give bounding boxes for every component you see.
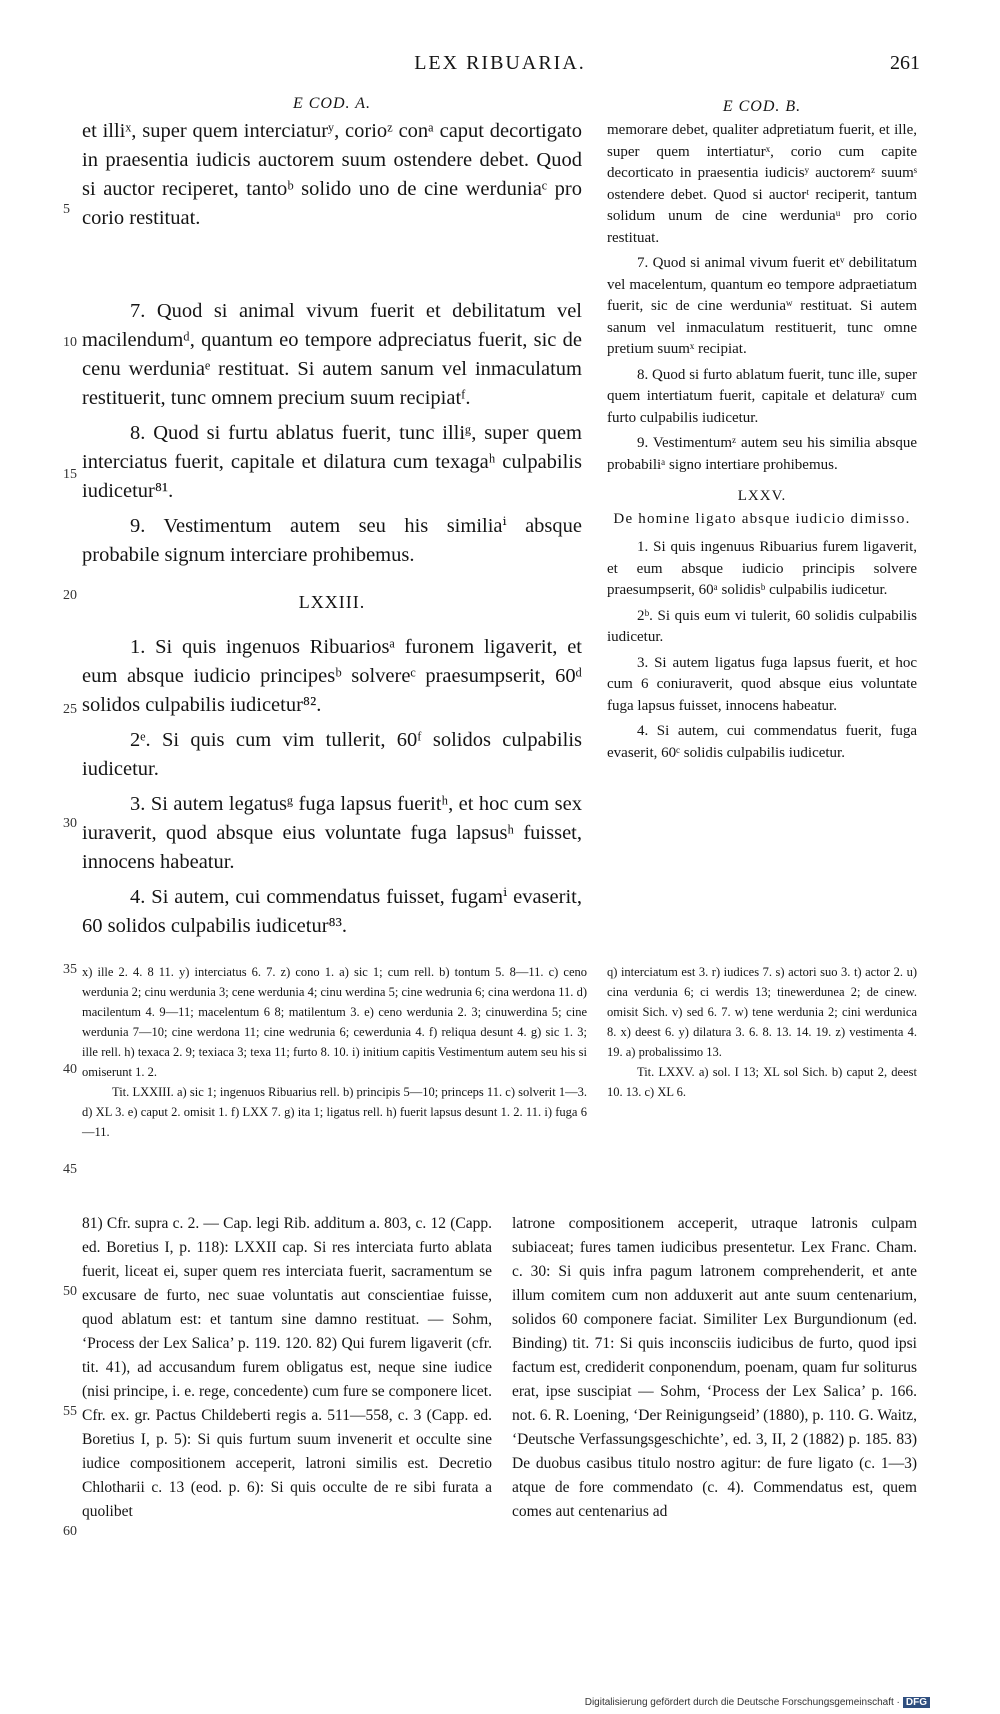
codex-a-para-3: 3. Si autem legatusᵍ fuga lapsus fueritʰ, et hoc cum sex iuraverit, quod absque eius voluntate fuga lapsusʰ fuisset, innocens habeatur. (82, 793, 582, 873)
codex-b-para-9: 9. Vestimentumᶻ autem seu his similia absque probabiliᵃ signo intertiare prohibemus. (607, 435, 917, 473)
commentary-right (512, 1212, 917, 1524)
codex-b-para-2: 2ᵇ. Si quis eum vi tulerit, 60 solidis culpabilis iudicetur. (607, 607, 917, 645)
codex-b-section-number: LXXV. (737, 488, 787, 504)
line-number: 5 (63, 202, 70, 217)
line-number: 40 (63, 1062, 77, 1077)
codex-a-section-number: LXXIII. (298, 592, 366, 612)
codex-a-para-4: 4. Si autem, cui commendatus fuisset, fugamⁱ evaserit, 60 solidos culpabilis iudicetur⁸³. (82, 886, 582, 937)
line-number: 25 (63, 702, 77, 717)
commentary-left (82, 1212, 492, 1524)
apparatus-codex-b (607, 962, 917, 1102)
line-number: 30 (63, 816, 77, 831)
codex-b-heading: E COD. B. (722, 98, 802, 115)
line-number: 20 (63, 588, 77, 603)
line-number: 35 (63, 962, 77, 977)
codex-b-para-8: 8. Quod si furto ablatum fuerit, tunc ille, super quem intertiatum fuerit, capitale et delaturaʸ cum furto culpabilis iudicetur. (607, 366, 917, 426)
digitization-credit (585, 1697, 930, 1708)
codex-b-para-3: 3. Si autem ligatus fuga lapsus fuerit, et hoc cum 6 coniuraverit, quod absque eius voluntate fuga lapsus fuisset, innocens habeatur. (607, 654, 917, 714)
commentary-right-text: latrone compositionem acceperit, utraque latronis culpam subiaceat; fures tamen iudicibus presentetur. Lex Franc. Cham. c. 30: Si quis infra pagum latronem comprehenderit, et ante illum comitem cum non adduxerit aut ante suum centenarium, solidos 60 componere faciat. Similiter Lex Burgundionum (ed. Binding) tit. 71: Si quis inconsciis iudicibus de furto, quod ipsi factum est, crediderit conponendum, poenam, quam fur soliturus erat, ipse suscipiat — Sohm, ‘Process der Lex Salica’ p. 166. not. 6. R. Loening, ‘Der Reinigungseid’ (1880), p. 110. G. Waitz, ‘Deutsche Verfassungsgeschichte’, ed. 3, II, 2 (1882) p. 185. 83) De duobus casibus titulo nostro agitur: de fure ligato (c. 1—3) atque de fore commendato (c. 4). Commendatus est, quem comes aut centenarius ad (512, 1215, 917, 1520)
line-number: 15 (63, 467, 77, 482)
apparatus-b-notes: q) interciatum est 3. r) iudices 7. s) actori suo 3. t) actor 2. u) cina verdunia 6; ci werdis 13; tinewerdunea 2; de cinew. omisit Sich. v) sed 6. 7. w) tene werdunia 2; cini werdunica 8. x) deest 6. y) dilatura 3. 6. 8. 13. 14. 19. z) vestimenta 4. 19. a) probalissimo 13. (607, 965, 917, 1059)
line-number: 45 (63, 1162, 77, 1177)
codex-b-intro: memorare debet, qualiter adpretiatum fuerit, et ille, super quem intertiaturˣ, corio cum capite decorticato in praesentia iudicisʸ auctoremᶻ suumˢ ostendere debet. Quod si auctorᵗ reciperit, tantum solidum unum de cine werduniaᵘ pro corio restituat. (607, 122, 917, 246)
codex-b-column (607, 98, 917, 768)
codex-a-para-2: 2ᵉ. Si quis cum vim tullerit, 60ᶠ solidos culpabilis iudicetur. (82, 729, 582, 780)
running-title: LEX RIBUARIA. (414, 52, 586, 74)
line-number: 55 (63, 1404, 77, 1419)
credit-text: Digitalisierung gefördert durch die Deutsche Forschungsgemeinschaft · (584, 1697, 900, 1708)
codex-a-para-9: 9. Vestimentum autem seu his similiaⁱ absque probabile signum interciare prohibemus. (82, 515, 582, 566)
apparatus-a-title-notes: Tit. LXXIII. a) sic 1; ingenuos Ribuarius rell. b) principis 5—10; princeps 11. c) solverit 1—3. d) XL 3. e) caput 2. omisit 1. f) LXX 7. g) ita 1; ligatus rell. h) fuerit lapsus desunt 1. 2. 11. i) fuga 6—11. (82, 1085, 587, 1139)
codex-b-para-1: 1. Si quis ingenuus Ribuarius furem ligaverit, et eum absque iudicio principis solvere praesumpserit, 60ᵃ solidisᵇ culpabilis iudicetur. (607, 539, 917, 598)
line-number: 10 (63, 335, 77, 350)
commentary-left-text: 81) Cfr. supra c. 2. — Cap. legi Rib. additum a. 803, c. 12 (Capp. ed. Boretius I, p. 118): LXXII cap. Si res interciata furto ablata fuerit, liceat ei, super quem res interciata fuerit, sacramentum se excusare de furto, nec suae voluntatis aut conscientiae fuisse, quod ablatum est: et tantum sine damno restituat. — Sohm, ‘Process der Lex Salica’ p. 119. 120. 82) Qui furem ligaverit (cfr. tit. 41), ad accusandum furem obligatus est, neque sine iudice (nisi principe, i. e. rege, concedente) cum fure se componere licet. Cfr. ex. gr. Pactus Childeberti regis a. 511—558, c. 3 (Capp. ed. Boretius I, p. 5): Si quis furtum suum invenerit et occulte sine iudice compositionem acceperit, latroni similis est. Decretio Chlotharii c. 13 (eod. p. 6): Si quis occulte de re sibi furata a quolibet (82, 1215, 492, 1520)
line-number: 60 (63, 1524, 77, 1539)
running-head (0, 52, 1000, 82)
codex-a-intro: et illiˣ, super quem interciaturʸ, corioᶻ conᵃ caput decortigato in praesentia iudicis auctorem suum ostendere debet. Quod si auctor reciperet, tantoᵇ solido uno de cine werduniaᶜ pro corio restituat. (82, 120, 582, 229)
codex-b-para-4: 4. Si autem, cui commendatus fuerit, fuga evaserit, 60ᶜ solidis culpabilis iudicetur. (607, 723, 917, 761)
codex-a-para-1: 1. Si quis ingenuos Ribuariosᵃ furonem ligaverit, et eum absque iudicio principesᵇ solvereᶜ praesumpserit, 60ᵈ solidos culpabilis iudicetur⁸². (82, 636, 582, 716)
codex-a-para-8: 8. Quod si furtu ablatus fuerit, tunc illiᵍ, super quem interciatus fuerit, capitale et dilatura cum texagaʰ culpabilis iudicetur⁸¹. (82, 422, 582, 502)
line-number: 50 (63, 1284, 77, 1299)
page-number: 261 (890, 52, 920, 74)
codex-a-column (82, 95, 582, 947)
apparatus-codex-a (82, 962, 587, 1142)
apparatus-b-title-notes: Tit. LXXV. a) sol. I 13; XL sol Sich. b) caput 2, deest 10. 13. c) XL 6. (607, 1065, 917, 1099)
codex-b-rubric: De homine ligato absque iudicio dimisso. (613, 511, 911, 527)
codex-a-para-7: 7. Quod si animal vivum fuerit et debilitatum vel macilendumᵈ, quantum eo tempore adpreciatus fuerit, sic de cenu werduniaᵉ restituat. Si autem sanum vel inmaculatum restituerit, tunc omnem precium suum recipiatᶠ. (82, 300, 582, 409)
dfg-logo: DFG (903, 1697, 930, 1708)
codex-a-heading: E COD. A. (292, 95, 372, 112)
apparatus-a-notes: x) ille 2. 4. 8 11. y) interciatus 6. 7. z) cono 1. a) sic 1; cum rell. b) tontum 5. 8—11. c) ceno werdunia 2; cinu werdunia 3; cene werdunia 4; cinu werdina 5; cine wedrunia 6; cina werdona 11. d) macilentum 4. 9—11; macelentum 6 8; matilentum 3. e) ceno werdunia 2. 3; cinuwerdina 5; cine werdunia 7—10; cine werdona 11; cine wedrunia 6; cewerdunia 4. f) reliqua desunt 4. g) sic 1. 3; ille rell. h) texaca 2. 9; texiaca 3; texa 11; furto 8. 10. i) initium capitis Vestimentum autem seu his si omiserunt 1. 2. (82, 965, 587, 1079)
codex-b-para-7: 7. Quod si animal vivum fuerit etᵛ debilitatum vel macelentum, quantum eo tempore adpraetiatum fuerit, sic de cine werduniaʷ restituat. Si autem sanum vel inmaculatum restituerit, tunc omne pretium suumˣ recipiat. (607, 255, 917, 357)
